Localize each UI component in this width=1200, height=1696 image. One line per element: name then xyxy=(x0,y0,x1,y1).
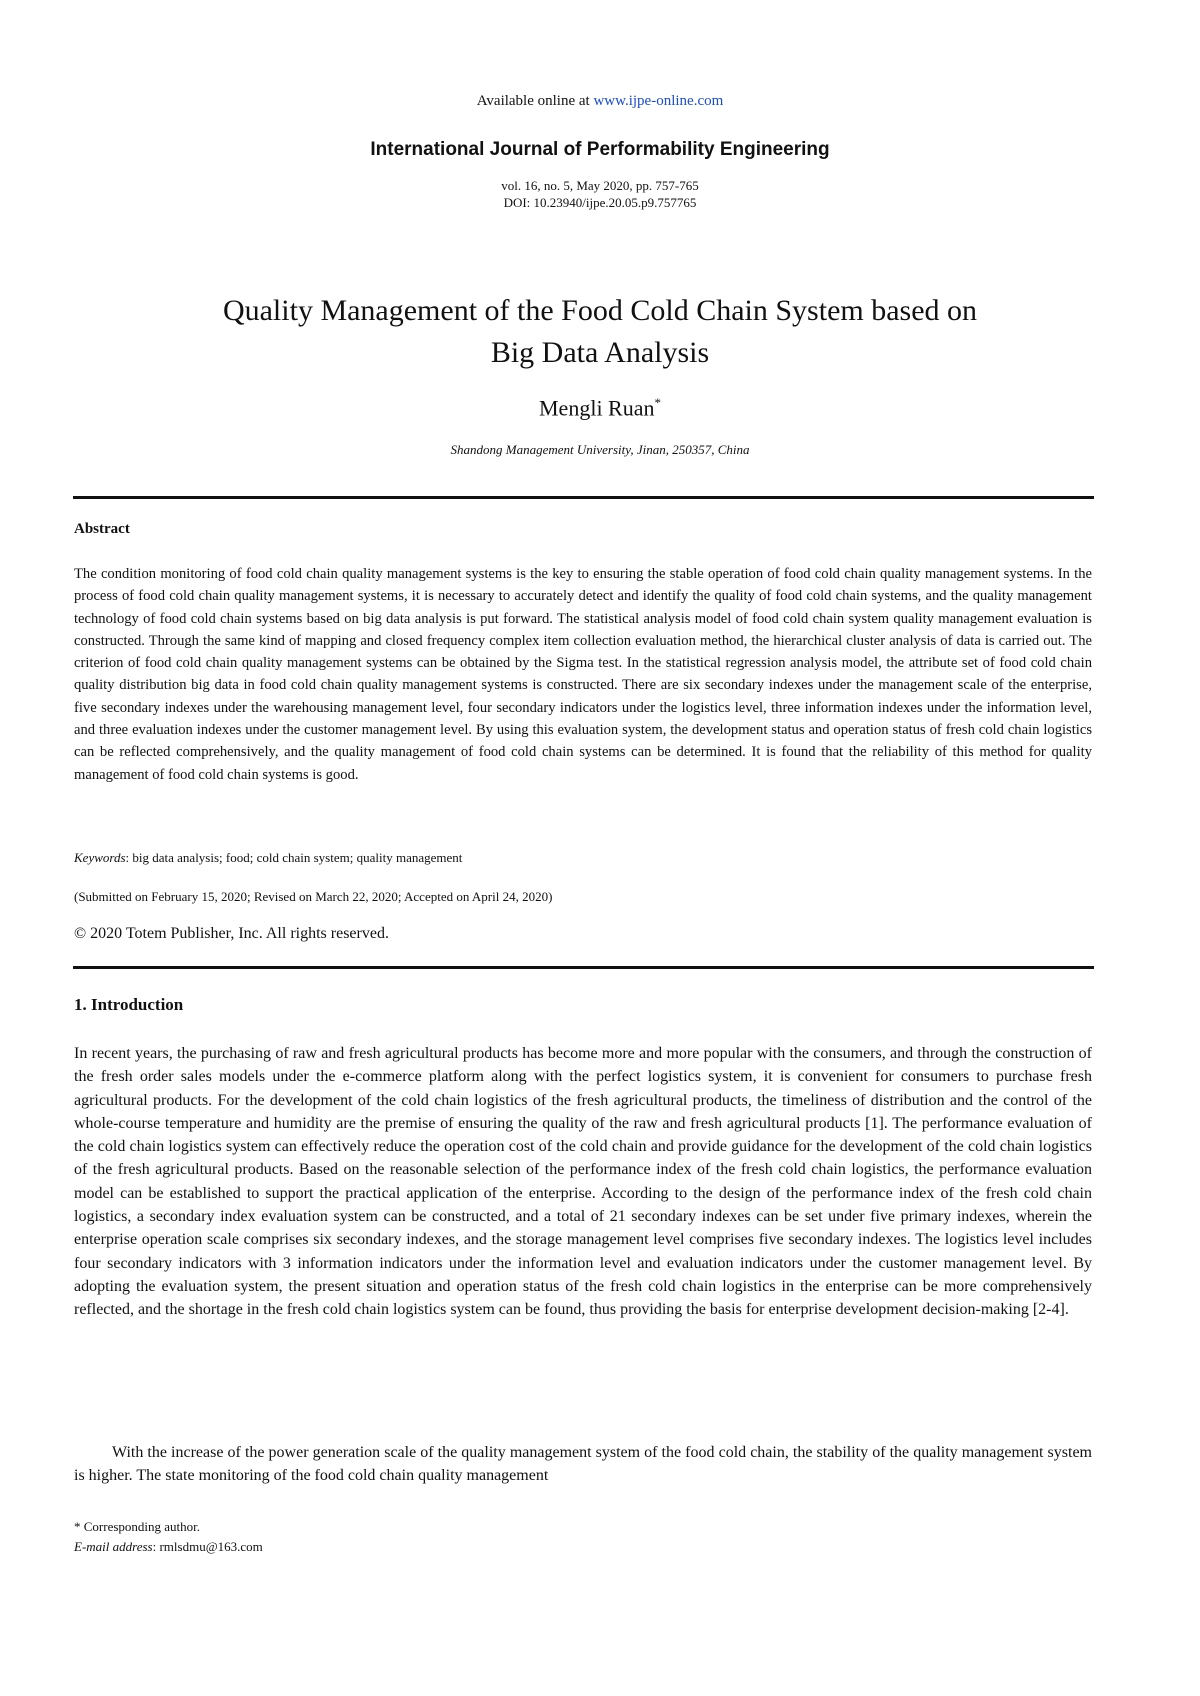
email-address: : rmlsdmu@163.com xyxy=(152,1539,263,1554)
abstract-text: The condition monitoring of food cold chain quality management systems is the key to ensuring the stable operation of food cold chain quality management systems. In the process of food cold chain quality management systems, it is necessary to accurately detect and identify the quality of food cold chain systems, and the quality management technology of food cold chain systems based on big data analysis is put forward. The statistical analysis model of food cold chain system quality management evaluation is constructed. Through the same kind of mapping and closed frequency complex item collection evaluation method, the hierarchical cluster analysis of data is carried out. The criterion of food cold chain quality management systems can be obtained by the Sigma test. In the statistical regression analysis model, the attribute set of food cold chain quality distribution big data in food cold chain quality management systems is constructed. There are six secondary indexes under the management scale of the enterprise, five secondary indexes under the warehousing management level, four secondary indicators under the logistics level, three information indexes under the information level, and three evaluation indexes under the customer management level. By using this evaluation system, the development status and operation status of fresh cold chain logistics can be reflected comprehensively, and the quality management of food cold chain systems can be determined. It is found that the reliability of this method for quality management of food cold chain systems is good. xyxy=(74,566,1092,783)
author-name: Mengli Ruan xyxy=(539,395,655,421)
title-line-1: Quality Management of the Food Cold Chain System based on xyxy=(222,294,978,327)
abstract-heading: Abstract xyxy=(74,521,130,537)
keywords-line xyxy=(74,850,1092,866)
availability-prefix: Available online at xyxy=(476,93,594,109)
journal-website-link[interactable]: www.ijpe-online.com xyxy=(593,93,724,109)
introduction-heading: 1. Introduction xyxy=(74,995,184,1014)
title-line-2: Big Data Analysis xyxy=(490,336,710,369)
email-footnote xyxy=(74,1539,263,1555)
introduction-paragraph-1: In recent years, the purchasing of raw and fresh agricultural products has become more and more popular with the consumers, and through the construction of the fresh order sales models under the e-commerce platform along with the perfect logistics system, it is convenient for consumers to purchase fresh agricultural products. For the development of the cold chain logistics of the fresh agricultural products, the timeliness of distribution and the control of the whole-course temperature and humidity are the premise of ensuring the quality of the raw and fresh agricultural products [1]. The performance evaluation of the cold chain logistics system can effectively reduce the operation cost of the cold chain and provide guidance for the development of the cold chain logistics of the fresh agricultural products. Based on the reasonable selection of the performance index of the fresh cold chain logistics, the performance evaluation model can be established to support the practical application of the enterprise. According to the design of the performance index of the fresh cold chain logistics, a secondary index evaluation system can be constructed, and a total of 21 secondary indexes can be set under five primary indexes, wherein the enterprise operation scale comprises six secondary indexes, and the storage management level comprises five secondary indexes. The logistics level includes four secondary indicators with 3 information indicators under the information level and evaluation indicators under the customer management level. By adopting the evaluation system, the present situation and operation status of the fresh cold chain logistics in the enterprise can be more comprehensively reflected, and the shortage in the fresh cold chain logistics system can be found, thus providing the basis for enterprise development decision-making [2-4]. xyxy=(74,1045,1092,1319)
paper-title xyxy=(0,290,1200,374)
top-divider xyxy=(73,496,1094,499)
volume-line: vol. 16, no. 5, May 2020, pp. 757-765 xyxy=(501,178,699,193)
email-label: E-mail address xyxy=(74,1539,153,1554)
bottom-divider xyxy=(73,966,1094,969)
affiliation: Shandong Management University, Jinan, 250357, China xyxy=(450,442,750,457)
volume-info xyxy=(0,177,1200,211)
introduction-paragraph-2: With the increase of the power generation scale of the quality management system of the food cold chain, the stability of the quality management system is higher. The state monitoring of the food cold chain quality management xyxy=(74,1444,1092,1485)
submission-dates: (Submitted on February 15, 2020; Revised on March 22, 2020; Accepted on April 24, 2020) xyxy=(74,889,553,904)
author-line xyxy=(0,395,1200,421)
doi-line: DOI: 10.23940/ijpe.20.05.p9.757765 xyxy=(503,195,697,210)
keywords-text: : big data analysis; food; cold chain system; quality management xyxy=(125,850,463,865)
keywords-label: Keywords xyxy=(74,850,126,865)
copyright-notice: © 2020 Totem Publisher, Inc. All rights reserved. xyxy=(74,925,389,942)
corresponding-mark: * xyxy=(654,395,661,410)
corresponding-author-note: * Corresponding author. xyxy=(74,1519,201,1534)
availability-line xyxy=(0,93,1200,110)
journal-name: International Journal of Performability Engineering xyxy=(370,139,830,160)
